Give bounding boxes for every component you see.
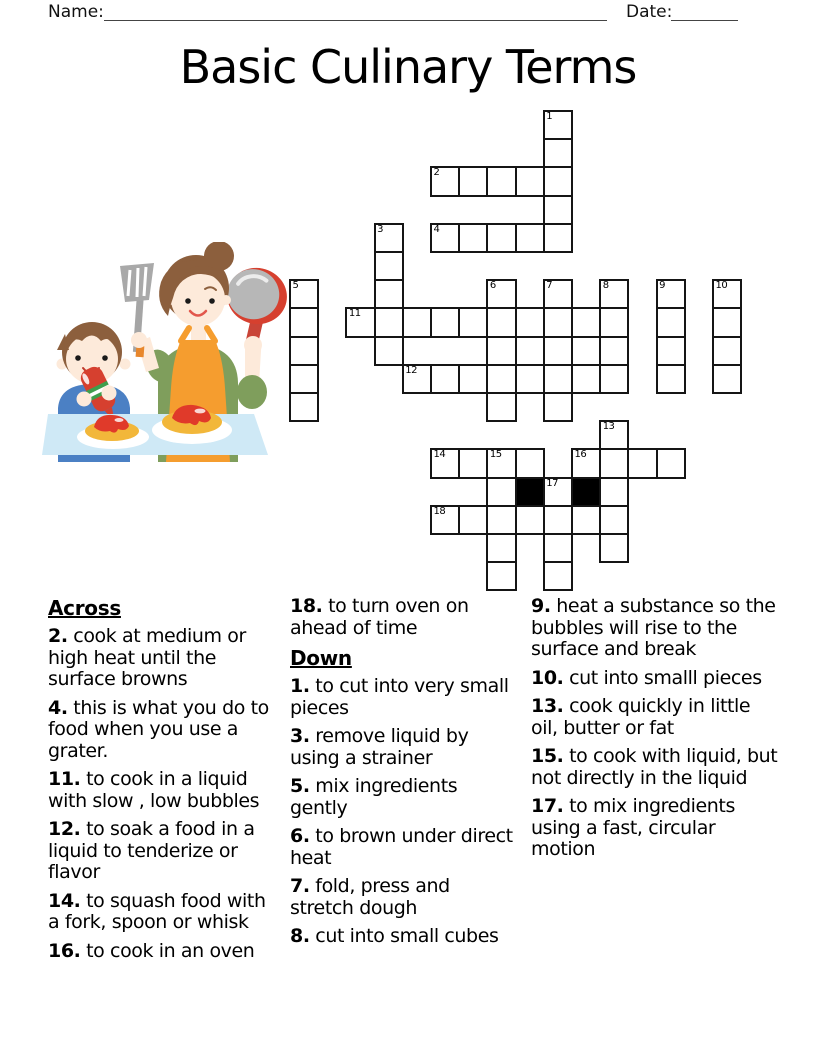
answer-cell[interactable] [571,448,601,478]
clue-text: cut into smalll pieces [569,666,762,689]
answer-cell[interactable] [543,166,573,196]
cell-number: 18 [433,505,446,517]
answer-cell[interactable] [486,336,516,366]
answer-cell[interactable] [486,477,516,507]
answer-cell[interactable] [458,307,488,337]
answer-cell[interactable] [486,561,516,591]
clue-text: heat a substance so the bubbles will rise to the surface and break [531,595,776,660]
answer-cell[interactable] [599,505,629,535]
answer-cell[interactable] [515,223,545,253]
cell-number: 2 [433,167,440,179]
clue-down-13 [531,696,781,739]
answer-cell[interactable] [599,533,629,563]
cell-number: 7 [546,280,553,292]
answer-cell[interactable] [458,505,488,535]
cell-number: 4 [433,223,440,235]
answer-cell[interactable] [486,223,516,253]
name-input-line[interactable] [104,19,607,21]
answer-cell[interactable] [627,448,657,478]
clue-across-16 [48,941,280,963]
clue-text: to cut into very small pieces [290,675,509,719]
clue-down-6 [290,826,518,869]
answer-cell[interactable] [486,392,516,422]
clue-text: to cook in an oven [86,939,255,962]
answer-cell[interactable] [712,279,742,309]
clue-number: 7. [290,875,310,897]
answer-cell[interactable] [515,364,545,394]
answer-cell[interactable] [543,561,573,591]
answer-cell[interactable] [543,138,573,168]
cell-number: 9 [659,280,665,292]
clue-text: to cook with liquid, but not directly in the liquid [531,745,778,789]
clue-number: 11. [48,768,81,790]
clue-down-5 [290,776,518,819]
answer-cell[interactable] [374,307,404,337]
answer-cell[interactable] [289,364,319,394]
answer-cell[interactable] [374,223,404,253]
clue-text: cook at medium or high heat until the surface browns [48,625,246,690]
answer-cell[interactable] [458,223,488,253]
clue-across-18 [290,596,518,639]
clue-across-11 [48,769,280,812]
cell-number: 11 [348,308,361,320]
clue-text: to soak a food in a liquid to tenderize or flavor [48,818,255,883]
answer-cell[interactable] [289,392,319,422]
answer-cell[interactable] [402,307,432,337]
answer-cell[interactable] [656,448,686,478]
answer-cell[interactable] [289,279,319,309]
clue-across-12 [48,819,280,884]
answer-cell[interactable] [486,364,516,394]
answer-cell[interactable] [486,166,516,196]
clue-down-15 [531,746,781,789]
clue-number: 14. [48,889,81,912]
answer-cell[interactable] [515,505,545,535]
answer-cell[interactable] [430,505,460,535]
cell-number: 10 [715,280,728,292]
answer-cell[interactable] [374,251,404,281]
clue-number: 3. [290,725,310,747]
clues-column-middle [290,596,518,955]
answer-cell[interactable] [599,448,629,478]
date-input-line[interactable] [671,19,738,21]
answer-cell[interactable] [289,307,319,337]
frying-pan [222,262,292,329]
black-cell [515,477,545,507]
cell-number: 3 [377,223,383,235]
clue-down-7 [290,876,518,919]
clue-number: 2. [48,625,68,647]
clue-text: to squash food with a fork, spoon or whisk [48,889,266,933]
cell-number: 8 [602,280,609,292]
cell-number: 14 [433,449,446,461]
clue-number: 15. [531,745,564,767]
answer-cell[interactable] [543,364,573,394]
answer-cell[interactable] [543,505,573,535]
cell-number: 17 [546,477,559,489]
clue-number: 10. [531,666,564,689]
clue-across-14 [48,891,280,934]
answer-cell[interactable] [430,223,460,253]
cell-number: 5 [292,280,299,292]
clue-number: 17. [531,795,564,817]
cell-number: 13 [602,421,615,433]
clue-text: to cook in a liquid with slow , low bubbles [48,768,260,812]
answer-cell[interactable] [599,364,629,394]
clue-text: to brown under direct heat [290,825,513,869]
cell-number: 1 [546,111,553,122]
answer-cell[interactable] [712,336,742,366]
answer-cell[interactable] [430,448,460,478]
answer-cell[interactable] [345,307,375,337]
clue-number: 8. [290,925,310,947]
answer-cell[interactable] [374,336,404,366]
clue-number: 5. [290,775,310,797]
answer-cell[interactable] [543,477,573,507]
answer-cell[interactable] [571,364,601,394]
answer-cell[interactable] [486,448,516,478]
answer-cell[interactable] [515,166,545,196]
answer-cell[interactable] [458,166,488,196]
date-label: Date: [626,2,673,22]
answer-cell[interactable] [543,392,573,422]
answer-cell[interactable] [599,477,629,507]
answer-cell[interactable] [543,307,573,337]
answer-cell[interactable] [486,307,516,337]
clue-down-9 [531,596,781,661]
answer-cell[interactable] [289,336,319,366]
answer-cell[interactable] [571,505,601,535]
clue-number: 1. [290,675,310,697]
answer-cell[interactable] [543,195,573,225]
answer-cell[interactable] [656,279,686,309]
clue-text: remove liquid by using a strainer [290,725,469,769]
clue-text: fold, press and stretch dough [290,875,450,919]
answer-cell[interactable] [656,364,686,394]
clues-column-left [48,596,280,969]
clue-number: 4. [48,696,68,719]
answer-cell[interactable] [486,505,516,535]
answer-cell[interactable] [430,364,460,394]
answer-cell[interactable] [599,279,629,309]
clue-down-17 [531,796,781,861]
cell-number: 6 [489,280,496,292]
answer-cell[interactable] [712,307,742,337]
answer-cell[interactable] [515,307,545,337]
answer-cell[interactable] [599,336,629,366]
answer-cell[interactable] [656,307,686,337]
cooking-illustration [42,242,292,462]
clue-across-2 [48,626,280,691]
answer-cell[interactable] [543,223,573,253]
clue-number: 6. [290,825,310,847]
answer-cell[interactable] [486,279,516,309]
answer-cell[interactable] [402,364,432,394]
across-heading: Across [48,596,121,620]
answer-cell[interactable] [430,307,460,337]
down-heading: Down [290,646,352,670]
cell-number: 12 [405,364,418,376]
answer-cell[interactable] [374,279,404,309]
clue-across-4 [48,698,280,763]
name-label: Name: [48,2,104,22]
clue-text: this is what you do to food when you use a grater. [48,696,269,762]
clue-number: 16. [48,939,81,962]
answer-cell[interactable] [458,364,488,394]
answer-cell[interactable] [543,110,573,140]
clue-number: 12. [48,818,81,840]
clue-down-3 [290,726,518,769]
answer-cell[interactable] [515,448,545,478]
answer-cell[interactable] [712,364,742,394]
clue-text: cut into small cubes [315,925,499,947]
clue-text: cook quickly in little oil, butter or fat [531,695,751,739]
answer-cell[interactable] [543,533,573,563]
clue-number: 18. [290,595,323,617]
answer-cell[interactable] [599,307,629,337]
clues-column-right [531,596,781,868]
clue-number: 13. [531,695,564,717]
clue-down-10 [531,668,781,690]
answer-cell[interactable] [571,307,601,337]
answer-cell[interactable] [543,279,573,309]
cell-number: 15 [489,449,502,461]
answer-cell[interactable] [543,336,573,366]
clue-text: to mix ingredients using a fast, circular motion [531,795,735,860]
answer-cell[interactable] [458,448,488,478]
clue-down-1 [290,676,518,719]
answer-cell[interactable] [656,336,686,366]
clue-text: mix ingredients gently [290,775,458,819]
answer-cell[interactable] [430,166,460,196]
answer-cell[interactable] [599,420,629,450]
clue-text: to turn oven on ahead of time [290,595,469,639]
clue-number: 9. [531,595,551,617]
crossword-grid [289,110,745,594]
answer-cell[interactable] [486,533,516,563]
black-cell [571,477,601,507]
page-title: Basic Culinary Terms [179,40,637,94]
cell-number: 16 [574,449,587,461]
clue-down-8 [290,926,518,948]
